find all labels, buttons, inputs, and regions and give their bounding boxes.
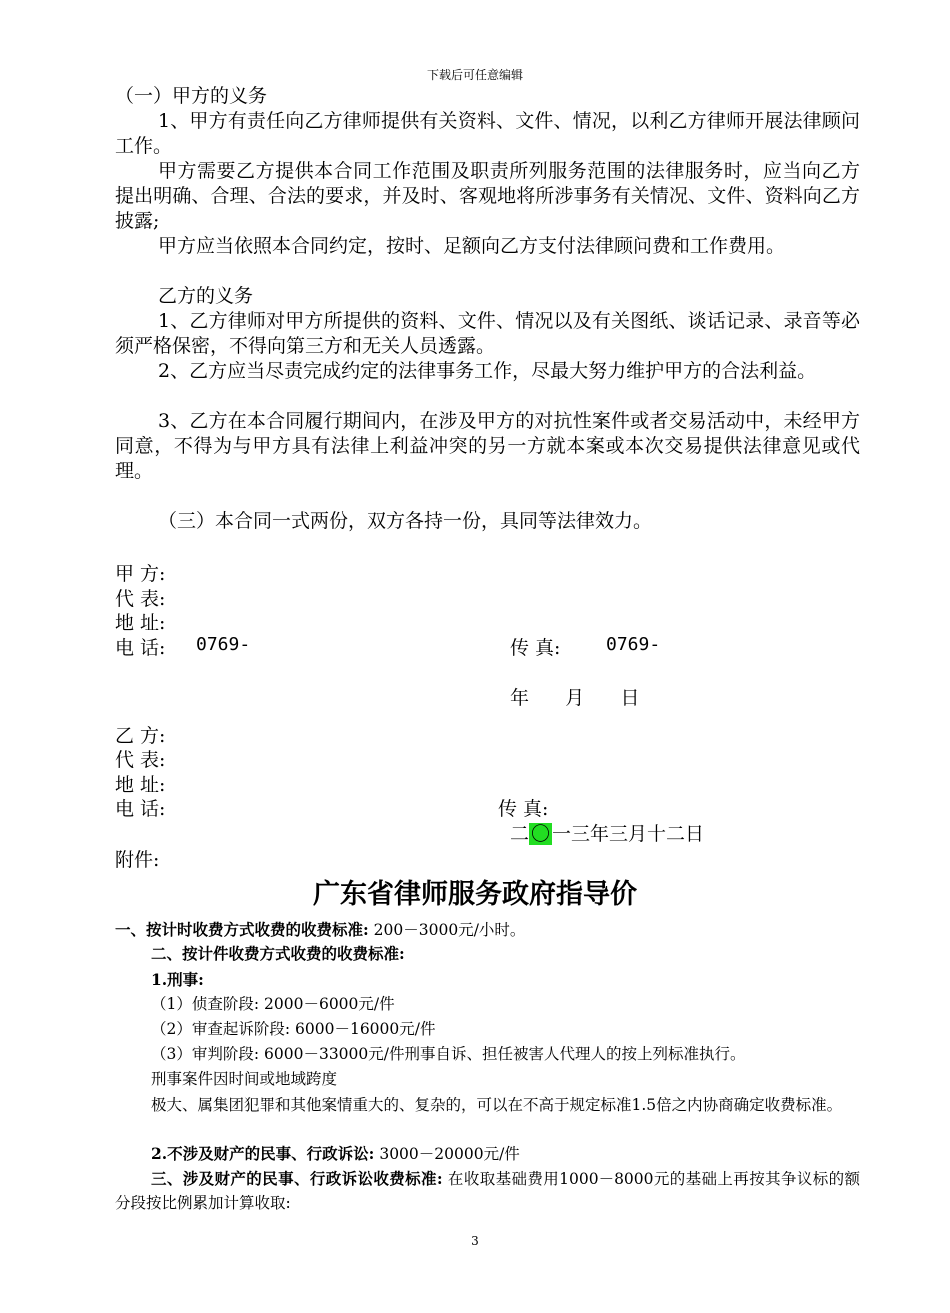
paragraph: 1、甲方有责任向乙方律师提供有关资料、文件、情况，以利乙方律师开展法律顾问工作。 [115, 110, 860, 157]
section-three-text: （三）本合同一式两份，双方各持一份，具同等法律效力。 [158, 510, 653, 532]
guide-line-9 [151, 1142, 520, 1166]
party-a-fax-label: 传 真: [510, 637, 561, 659]
guide-line-1-value: 200－3000元/小时。 [368, 921, 526, 939]
date-part: 二 [510, 823, 530, 845]
section-heading-party-b-duties: 乙方的义务 [158, 285, 254, 307]
party-b-fax-label: 传 真: [498, 798, 549, 820]
guide-line-2: 二、按计件收费方式收费的收费标准: [151, 944, 405, 963]
party-a-name-label: 甲 方: [115, 563, 166, 585]
guide-title: 广东省律师服务政府指导价 [313, 879, 637, 910]
party-a-addr-label: 地 址: [115, 612, 166, 634]
party-b-name-label: 乙 方: [115, 725, 166, 747]
party-a-phone-label: 电 话: [115, 637, 166, 659]
party-a-rep-label: 代 表: [115, 588, 166, 610]
guide-line-6: （3）审判阶段: 6000－33000元/件刑事自诉、担任被害人代理人的按上列标准执行。 [151, 1045, 746, 1063]
guide-line-8: 极大、属集团犯罪和其他案情重大的、复杂的，可以在不高于规定标准1.5倍之内协商确定收费标准。 [151, 1096, 843, 1114]
party-b-phone-label: 电 话: [115, 798, 166, 820]
guide-line-10-label: 三、涉及财产的民事、行政诉讼收费标准: [151, 1169, 443, 1188]
date-part: 一三年三月十二日 [552, 823, 705, 845]
guide-line-10-value: 在收取基础费用1000－8000元的基础上再按其争议标的额分段按比例累加计算收取: [115, 1170, 860, 1212]
party-b-rep-label: 代 表: [115, 749, 166, 771]
guide-line-9-value: 3000－20000元/件 [374, 1145, 520, 1163]
page-number: 3 [471, 1234, 479, 1248]
guide-line-9-label: 2.不涉及财产的民事、行政诉讼: [151, 1144, 375, 1163]
page-header: 下载后可任意编辑 [426, 68, 523, 82]
party-b-addr-label: 地 址: [115, 774, 166, 796]
paragraph: 3、乙方在本合同履行期间内，在涉及甲方的对抗性案件或者交易活动中，未经甲方同意，不得为与甲方具有法律上利益冲突的另一方就本案或本次交易提供法律意见或代理。 [115, 410, 860, 482]
paragraph: 甲方应当依照本合同约定，按时、足额向乙方支付法律顾问费和工作费用。 [158, 235, 786, 257]
paragraph: 2、乙方应当尽责完成约定的法律事务工作，尽最大努力维护甲方的合法利益。 [158, 360, 817, 382]
guide-line-5: （2）审查起诉阶段: 6000－16000元/件 [151, 1020, 436, 1038]
guide-line-3: 1.刑事: [151, 970, 204, 989]
section-heading-party-a-duties: （一）甲方的义务 [115, 85, 268, 107]
guide-line-1 [115, 918, 525, 942]
attachment-label: 附件: [115, 849, 160, 871]
party-a-date: 年 月 日 [510, 687, 640, 709]
paragraph: 1、乙方律师对甲方所提供的资料、文件、情况以及有关图纸、谈话记录、录音等必须严格保密，不得向第三方和无关人员透露。 [115, 310, 860, 357]
party-a-fax-value: 0769- [606, 634, 661, 655]
paragraph: 甲方需要乙方提供本合同工作范围及职责所列服务范围的法律服务时，应当向乙方提出明确、合理、合法的要求，并及时、客观地将所涉事务有关情况、文件、资料向乙方披露; [115, 160, 860, 232]
guide-line-1-label: 一、按计时收费方式收费的收费标准: [115, 920, 369, 939]
guide-line-10 [115, 1167, 860, 1215]
party-b-date [510, 819, 704, 846]
highlighted-zero: 〇 [531, 823, 551, 845]
guide-line-4: （1）侦查阶段: 2000－6000元/件 [151, 995, 395, 1013]
party-a-phone-value: 0769- [196, 634, 251, 655]
guide-line-7: 刑事案件因时间或地域跨度 [151, 1070, 338, 1088]
